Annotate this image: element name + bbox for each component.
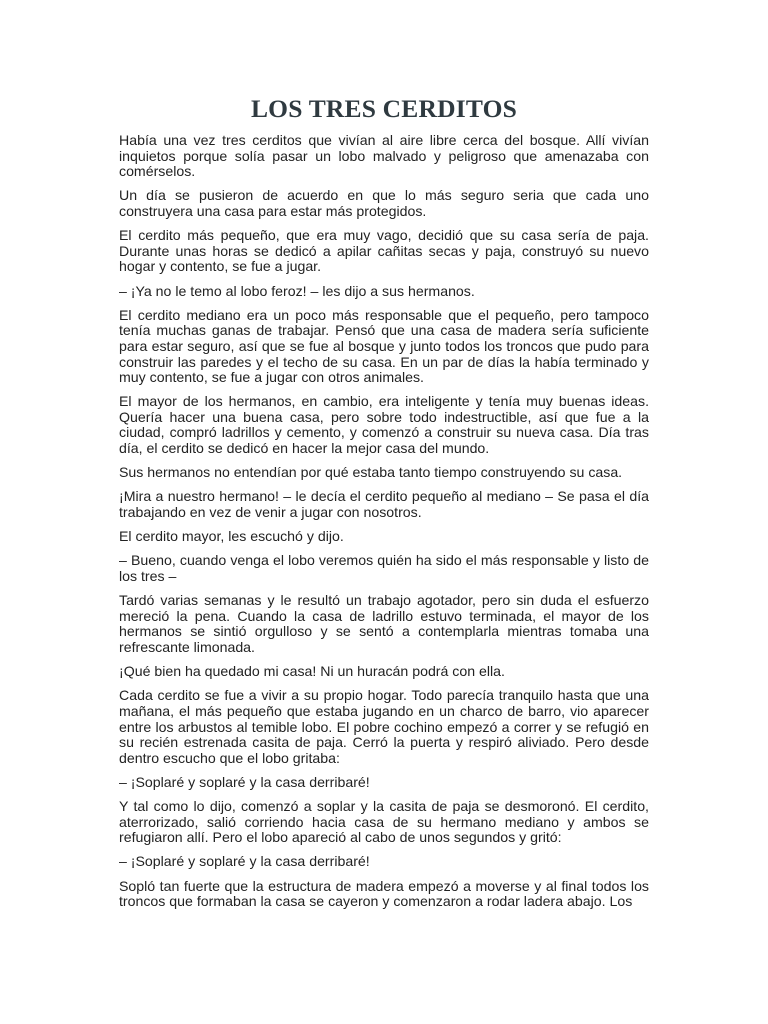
document-title: LOS TRES CERDITOS: [250, 94, 518, 123]
paragraph-14: – ¡Soplaré y soplaré y la casa derribaré!: [119, 773, 370, 790]
paragraph-1: Había una vez tres cerditos que vivían al aire libre cerca del bosque. Allí vivían inquietos porque solía pasar un lobo malvado y peligroso que amenazaba con comérselos.: [119, 132, 649, 180]
paragraph-9: El cerdito mayor, les escuchó y dijo.: [119, 528, 344, 545]
paragraph-3: El cerdito más pequeño, que era muy vago, decidió que su casa sería de paja. Durante unas horas se dedicó a apilar cañitas secas y paja, construyó su nuevo hogar y contento, se fue a jugar.: [119, 227, 649, 275]
paragraph-6: El mayor de los hermanos, en cambio, era inteligente y tenía muy buenas ideas. Quería hacer una buena casa, pero sobre todo indestructible, así que fue a la ciudad, compró ladrillos y cemento, y comenzó a construir su nueva casa. Día tras día, el cerdito se dedicó en hacer la mejor casa del mundo.: [119, 393, 649, 457]
paragraph-12: ¡Qué bien ha quedado mi casa! Ni un huracán podrá con ella.: [119, 663, 505, 680]
paragraph-16: – ¡Soplaré y soplaré y la casa derribaré!: [119, 853, 370, 870]
paragraph-13: Cada cerdito se fue a vivir a su propio hogar. Todo parecía tranquilo hasta que una mañana, el más pequeño que estaba jugando en un charco de barro, vio aparecer entre los arbustos al temible lobo. El pobre cochino empezó a correr y se refugió en su recién estrenada casita de paja. Cerró la puerta y respiró aliviado. Pero desde dentro escucho que el lobo gritaba:: [119, 687, 649, 766]
document-page: [119, 94, 649, 918]
paragraph-2: Un día se pusieron de acuerdo en que lo más seguro seria que cada uno construyera una casa para estar más protegidos.: [119, 187, 649, 219]
paragraph-8: ¡Mira a nuestro hermano! – le decía el cerdito pequeño al mediano – Se pasa el día trabajando en vez de venir a jugar con nosotros.: [119, 488, 649, 521]
paragraph-15: Y tal como lo dijo, comenzó a soplar y la casita de paja se desmoronó. El cerdito, aterrorizado, salió corriendo hacia casa de su hermano mediano y ambos se refugiaron allí. Pero el lobo apareció al cabo de unos segundos y gritó:: [119, 798, 649, 846]
paragraph-10: – Bueno, cuando venga el lobo veremos quién ha sido el más responsable y listo de los tres –: [119, 552, 649, 584]
paragraph-7: Sus hermanos no entendían por qué estaba tanto tiempo construyendo su casa.: [119, 464, 623, 481]
paragraph-5: El cerdito mediano era un poco más responsable que el pequeño, pero tampoco tenía muchas ganas de trabajar. Pensó que una casa de madera sería suficiente para estar seguro, así que se fue al bosque y junto todos los troncos que pudo para construir las paredes y el techo de su casa. En un par de días la había terminado y muy contento, se fue a jugar con otros animales.: [119, 306, 649, 386]
paragraph-4: – ¡Ya no le temo al lobo feroz! – les dijo a sus hermanos.: [119, 282, 475, 299]
paragraph-17: Sopló tan fuerte que la estructura de madera empezó a moverse y al final todos los troncos que formaban la casa se cayeron y comenzaron a rodar ladera abajo. Los: [119, 877, 649, 910]
paragraph-11: Tardó varias semanas y le resultó un trabajo agotador, pero sin duda el esfuerzo mereció la pena. Cuando la casa de ladrillo estuvo terminada, el mayor de los hermanos se sintió orgulloso y se sentó a contemplarla mientras tomaba una refrescante limonada.: [119, 592, 649, 655]
